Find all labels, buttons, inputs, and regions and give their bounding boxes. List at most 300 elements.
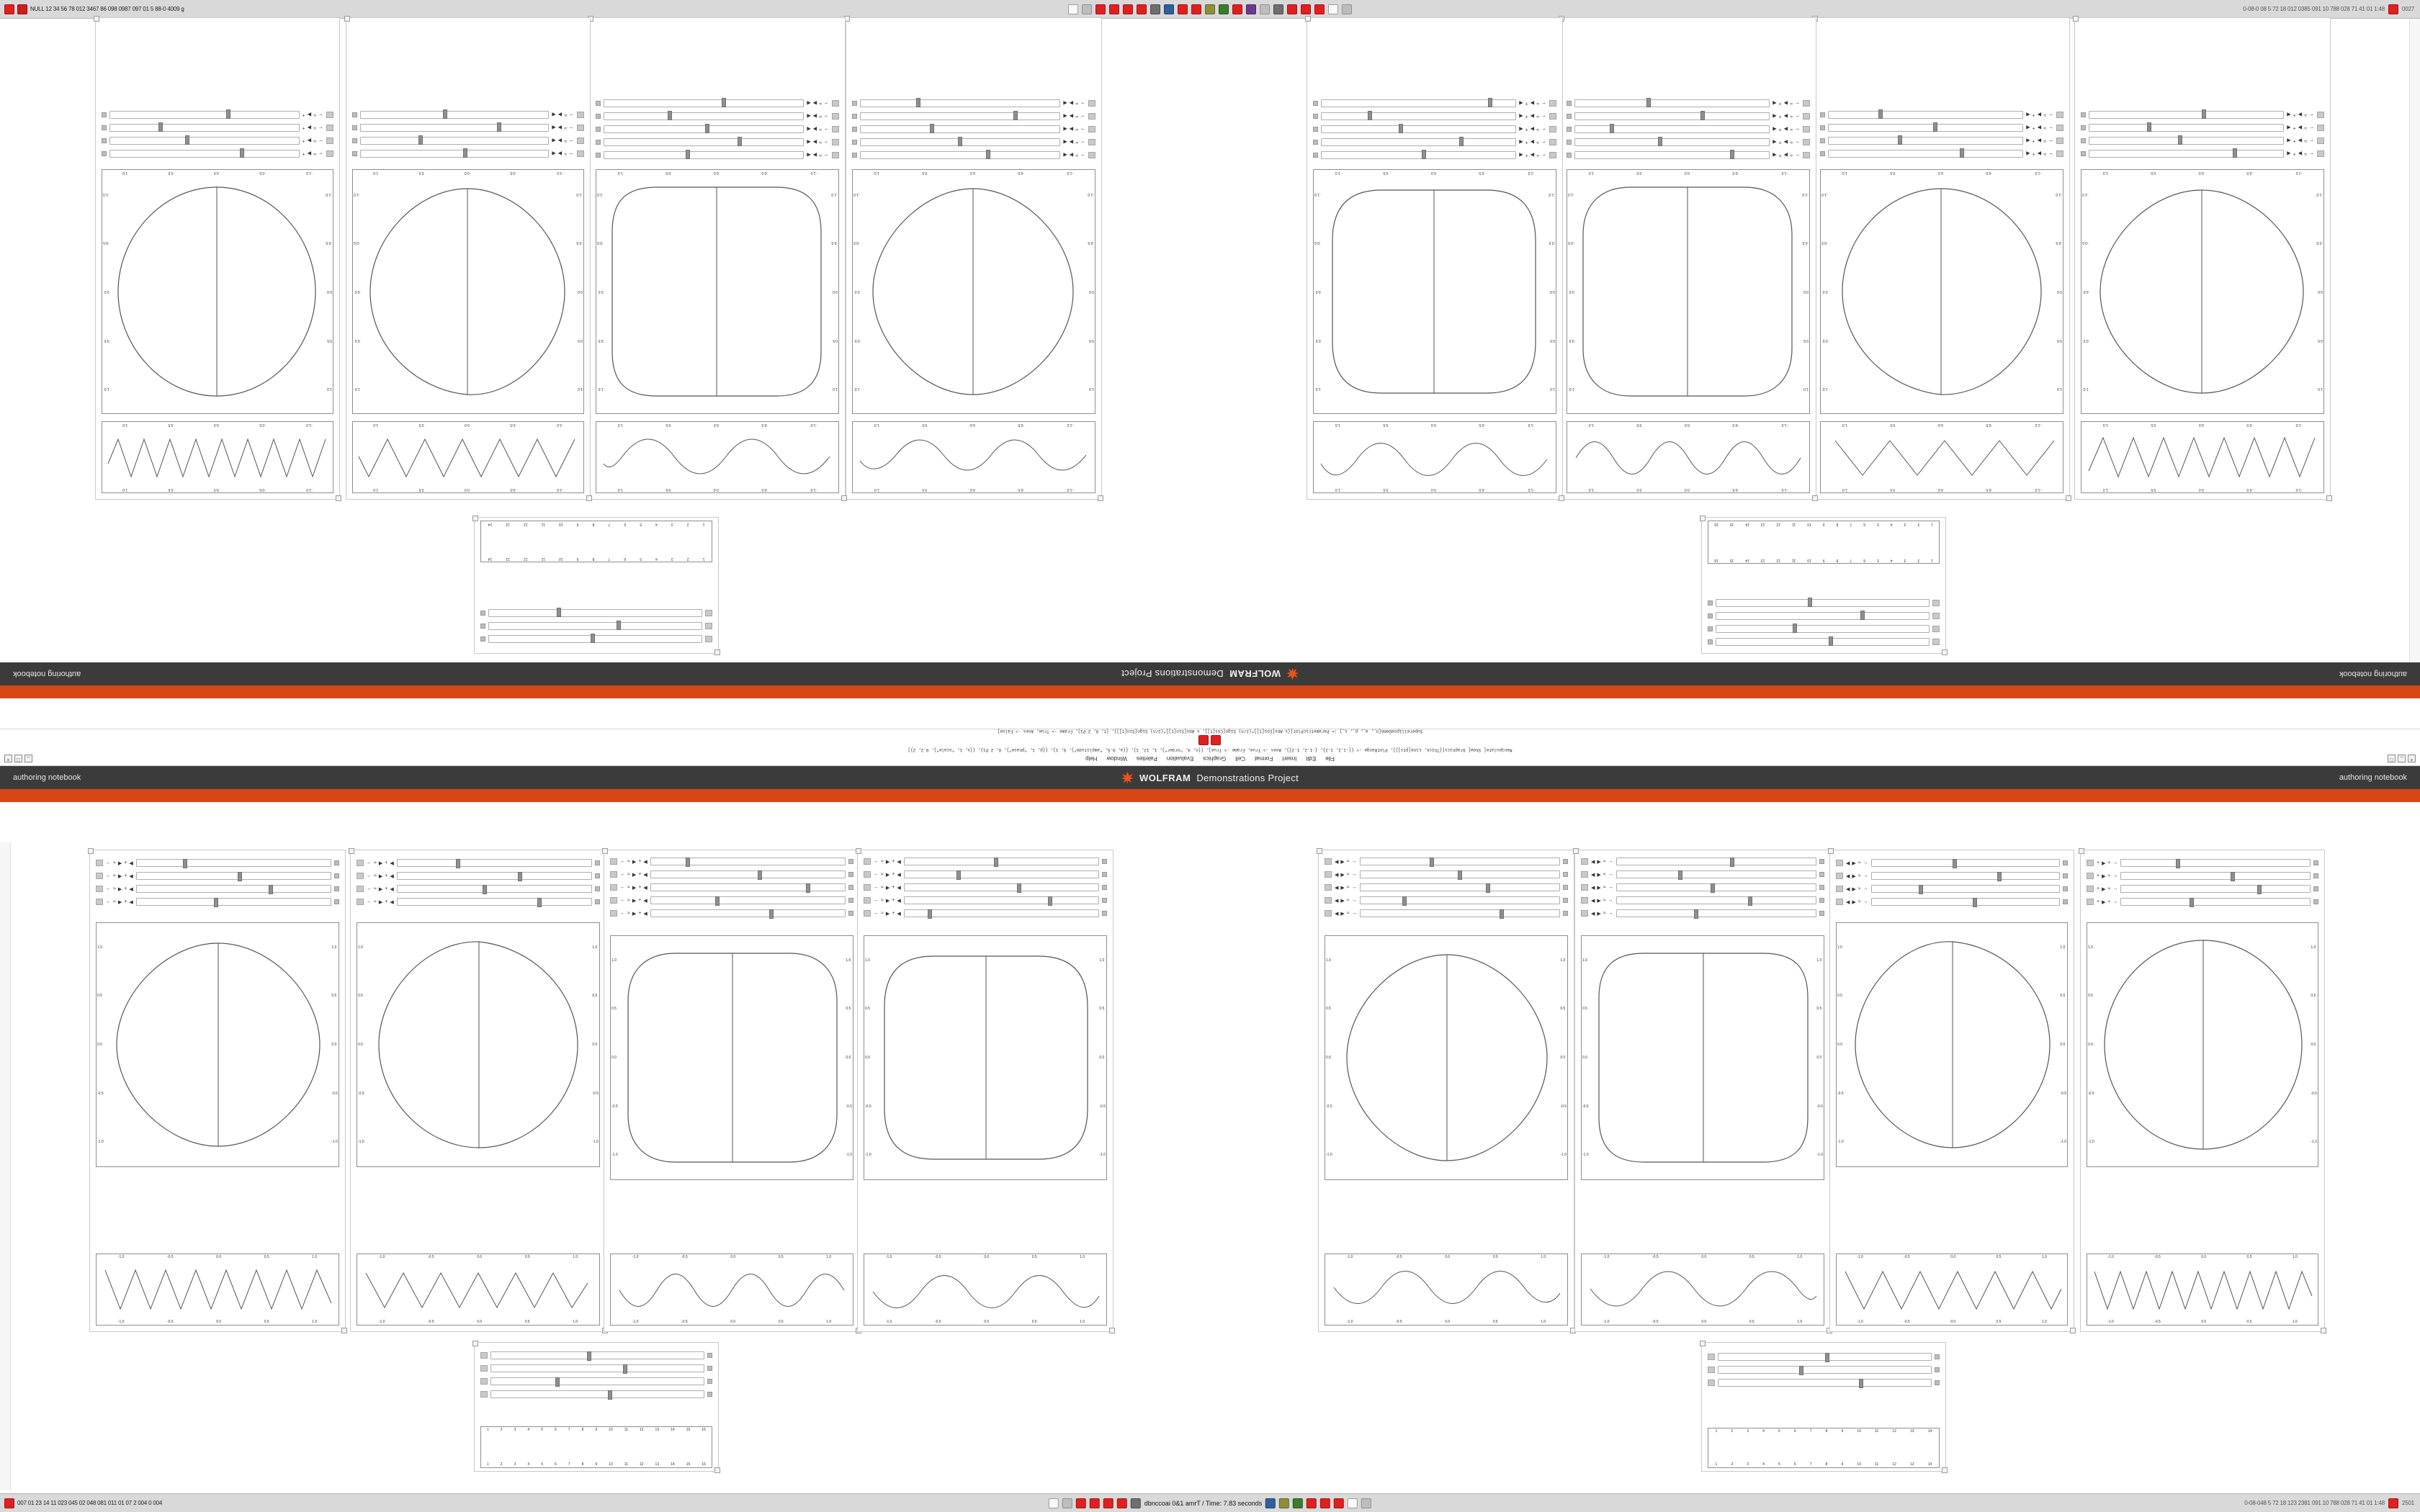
demo-card-15[interactable]	[1829, 850, 2074, 1332]
slider-row[interactable]	[480, 1390, 712, 1398]
demo-card-11[interactable]	[604, 850, 860, 1332]
animation-controls[interactable]	[807, 153, 829, 158]
plus-icon[interactable]: +	[2032, 151, 2035, 156]
animation-controls[interactable]	[620, 898, 647, 904]
step-right-icon[interactable]: →	[1863, 860, 1868, 865]
slider-track[interactable]	[2089, 150, 2284, 158]
reset-icon[interactable]: ≈	[1603, 911, 1606, 916]
slider-track[interactable]	[2120, 898, 2311, 906]
back-icon[interactable]: ◀	[129, 873, 133, 879]
back-icon[interactable]: ◀	[552, 125, 556, 130]
slider-thumb[interactable]	[518, 872, 522, 881]
step-right-icon[interactable]: →	[1608, 885, 1613, 890]
slider-thumb[interactable]	[1017, 883, 1021, 893]
slider-thumb[interactable]	[1878, 109, 1883, 119]
play-icon[interactable]: ▶	[885, 872, 890, 878]
animation-controls[interactable]	[1846, 860, 1868, 866]
step-left-icon[interactable]: ←	[318, 125, 323, 130]
demo-card-16[interactable]	[2080, 850, 2325, 1332]
slider-row[interactable]	[596, 125, 839, 133]
play-icon[interactable]: ▶	[1340, 872, 1345, 878]
plus-icon[interactable]: +	[1525, 114, 1528, 119]
slider-thumb[interactable]	[2231, 872, 2235, 881]
animation-controls[interactable]	[106, 860, 133, 866]
animation-controls[interactable]	[2097, 860, 2118, 866]
reset-icon[interactable]: ≈	[113, 886, 116, 891]
back-icon[interactable]: ◀	[552, 138, 556, 143]
step-right-icon[interactable]: →	[2112, 899, 2118, 904]
slider-track[interactable]	[2120, 859, 2311, 867]
menu-item-palettes[interactable]: Palettes	[1136, 755, 1157, 762]
step-left-icon[interactable]: ←	[620, 898, 625, 903]
slider-track[interactable]	[397, 859, 592, 867]
back-icon[interactable]: ◀	[2026, 112, 2030, 117]
play-icon[interactable]: ▶	[885, 859, 890, 865]
slider-thumb[interactable]	[2233, 148, 2237, 158]
step-left-icon[interactable]: ←	[2309, 112, 2314, 117]
slider-thumb[interactable]	[557, 608, 561, 617]
slider-thumb[interactable]	[928, 909, 932, 919]
demo-card-2[interactable]	[1814, 17, 2070, 500]
reset-icon[interactable]: ≈	[374, 860, 377, 865]
red-app-icon-17[interactable]	[1090, 1498, 1100, 1508]
slider-thumb[interactable]	[555, 1377, 560, 1387]
step-left-icon[interactable]: ←	[367, 860, 372, 865]
slider-track[interactable]	[1828, 137, 2023, 145]
slider-row[interactable]	[1836, 872, 2068, 880]
step-right-icon[interactable]: →	[569, 138, 574, 143]
play-icon[interactable]: ▶	[1597, 898, 1601, 904]
slider-row[interactable]	[352, 124, 584, 132]
slider-track[interactable]	[136, 885, 331, 893]
animation-controls[interactable]	[1063, 114, 1085, 120]
demo-card-6[interactable]	[589, 17, 846, 500]
reset-icon[interactable]: ≈	[1075, 140, 1078, 145]
slider-track[interactable]	[360, 111, 549, 119]
step-left-icon[interactable]: ←	[1541, 114, 1546, 119]
slider-thumb[interactable]	[418, 135, 423, 145]
reset-icon[interactable]: ≈	[819, 140, 822, 145]
play-icon[interactable]: ▶	[1783, 152, 1788, 158]
resize-handle-icon[interactable]	[714, 1467, 720, 1473]
step-right-icon[interactable]: →	[824, 127, 829, 132]
back-icon[interactable]: ◀	[1063, 100, 1067, 106]
play-icon[interactable]: ▶	[812, 126, 817, 132]
slider-thumb[interactable]	[1748, 896, 1752, 906]
step-right-icon[interactable]: →	[824, 140, 829, 145]
reset-icon[interactable]: ≈	[564, 151, 567, 156]
step-left-icon[interactable]: ←	[106, 860, 111, 865]
resize-handle-icon[interactable]	[472, 516, 478, 521]
slider-row[interactable]	[1820, 137, 2063, 145]
slider-group[interactable]	[90, 856, 345, 909]
slider-track[interactable]	[2120, 885, 2311, 893]
step-right-icon[interactable]: →	[824, 153, 829, 158]
animation-controls[interactable]	[1063, 153, 1085, 158]
slider-row[interactable]	[2081, 111, 2324, 119]
slider-track[interactable]	[860, 112, 1060, 120]
back-icon[interactable]: ◀	[807, 152, 811, 158]
reset-icon[interactable]: ≈	[2107, 899, 2111, 904]
animation-controls[interactable]	[2097, 886, 2118, 892]
slider-thumb[interactable]	[1658, 137, 1662, 146]
step-right-icon[interactable]: →	[1080, 114, 1085, 119]
red-app-icon-2[interactable]	[17, 4, 27, 14]
slider-thumb[interactable]	[668, 111, 672, 120]
red-app-icon-16[interactable]	[1076, 1498, 1086, 1508]
play-icon[interactable]: ▶	[885, 911, 890, 917]
slider-track[interactable]	[1616, 896, 1816, 904]
slider-row[interactable]	[102, 137, 333, 145]
slider-row[interactable]	[852, 138, 1095, 146]
slider-track[interactable]	[1574, 125, 1770, 133]
slider-thumb[interactable]	[722, 98, 726, 107]
play-icon[interactable]: ▶	[812, 152, 817, 158]
reset-icon[interactable]: ≈	[2043, 151, 2046, 156]
resize-handle-icon[interactable]	[349, 848, 354, 854]
step-right-icon[interactable]: →	[1351, 885, 1357, 890]
plus-icon[interactable]: +	[124, 886, 127, 891]
step-left-icon[interactable]: ←	[620, 911, 625, 916]
plus-icon[interactable]: +	[1778, 153, 1782, 158]
reset-icon[interactable]: ≈	[113, 873, 116, 878]
back-icon[interactable]: ◀	[1773, 139, 1777, 145]
resize-handle-icon[interactable]	[1942, 649, 1948, 655]
slider-thumb[interactable]	[1829, 636, 1833, 646]
slider-thumb[interactable]	[686, 150, 690, 159]
slider-thumb[interactable]	[758, 870, 762, 880]
slider-thumb[interactable]	[715, 896, 720, 906]
resize-handle-icon[interactable]	[1942, 1467, 1948, 1473]
animation-controls[interactable]	[620, 911, 647, 917]
slider-row[interactable]	[596, 138, 839, 146]
red-app-icon-1[interactable]	[4, 4, 14, 14]
slider-row[interactable]	[480, 1364, 712, 1372]
plus-icon[interactable]: +	[302, 151, 305, 156]
back-icon[interactable]: ◀	[1335, 885, 1339, 891]
play-icon[interactable]: ▶	[378, 886, 383, 892]
step-left-icon[interactable]: ←	[318, 138, 323, 143]
slider-thumb[interactable]	[537, 898, 542, 907]
animation-controls[interactable]	[302, 125, 323, 131]
slider-track[interactable]	[1321, 151, 1516, 159]
slider-track[interactable]	[1716, 638, 1930, 646]
close-icon[interactable]: ×	[4, 755, 12, 762]
plus-icon[interactable]: +	[892, 911, 895, 916]
slider-track[interactable]	[904, 870, 1099, 878]
back-icon[interactable]: ◀	[1773, 152, 1777, 158]
step-left-icon[interactable]: ←	[2048, 112, 2053, 117]
plus-icon[interactable]: +	[892, 898, 895, 903]
reset-icon[interactable]: ≈	[313, 151, 316, 156]
slider-track[interactable]	[1574, 112, 1770, 120]
play-icon[interactable]: ▶	[1069, 126, 1074, 132]
plus-icon[interactable]: +	[2097, 886, 2100, 891]
slider-thumb[interactable]	[1646, 98, 1651, 107]
play-icon[interactable]: ▶	[1597, 911, 1601, 917]
demo-card-3[interactable]	[1560, 17, 1816, 500]
slider-thumb[interactable]	[1933, 122, 1937, 132]
notebook-code-band[interactable]	[0, 729, 2420, 766]
red-app-icon-14[interactable]	[1199, 735, 1209, 745]
slider-track[interactable]	[1871, 872, 2060, 880]
slider-group[interactable]	[1830, 856, 2074, 909]
reset-icon[interactable]: ≈	[1075, 127, 1078, 132]
red-app-icon-7[interactable]	[1178, 4, 1188, 14]
slider-track[interactable]	[1360, 883, 1560, 891]
slider-group[interactable]	[1307, 96, 1562, 162]
play-icon[interactable]: ▶	[632, 911, 637, 917]
step-left-icon[interactable]: ←	[106, 886, 111, 891]
step-right-icon[interactable]: →	[824, 101, 829, 106]
slider-thumb[interactable]	[1730, 858, 1734, 867]
plus-icon[interactable]: +	[892, 859, 895, 864]
slider-row[interactable]	[102, 111, 333, 119]
slider-row[interactable]	[610, 858, 853, 865]
reset-icon[interactable]: ≈	[1075, 153, 1078, 158]
animation-controls[interactable]	[2097, 899, 2118, 905]
reset-icon[interactable]: ≈	[374, 886, 377, 891]
slider-row[interactable]	[1325, 896, 1568, 904]
animation-controls[interactable]	[302, 138, 323, 144]
bottom-system-bar[interactable]	[0, 1493, 2420, 1512]
slider-thumb[interactable]	[1459, 137, 1464, 146]
slider-track[interactable]	[136, 898, 331, 906]
animation-controls[interactable]	[807, 127, 829, 132]
slider-thumb[interactable]	[269, 885, 273, 894]
back-icon[interactable]: ◀	[2026, 125, 2030, 130]
play-icon[interactable]: ▶	[2102, 899, 2106, 905]
animation-controls[interactable]	[2026, 112, 2053, 118]
slider-row[interactable]	[610, 883, 853, 891]
slider-track[interactable]	[136, 859, 331, 867]
reset-icon[interactable]: ≈	[113, 860, 116, 865]
slider-track[interactable]	[604, 125, 804, 133]
plus-icon[interactable]: +	[385, 886, 388, 891]
step-left-icon[interactable]: ←	[1541, 153, 1546, 158]
reset-icon[interactable]: ≈	[2304, 112, 2307, 117]
step-left-icon[interactable]: ←	[106, 873, 111, 878]
step-right-icon[interactable]: →	[1608, 911, 1613, 916]
reset-icon[interactable]: ≈	[881, 898, 884, 903]
plus-icon[interactable]: +	[1525, 101, 1528, 106]
slider-thumb[interactable]	[1898, 135, 1902, 145]
slider-track[interactable]	[1574, 138, 1770, 146]
back-icon[interactable]: ◀	[390, 899, 394, 905]
slider-thumb[interactable]	[608, 1390, 612, 1400]
slider-track[interactable]	[490, 1390, 704, 1398]
step-left-icon[interactable]: ←	[2048, 125, 2053, 130]
slider-thumb[interactable]	[591, 634, 596, 643]
slider-group[interactable]	[475, 1349, 718, 1401]
step-left-icon[interactable]: ←	[1541, 127, 1546, 132]
back-icon[interactable]: ◀	[1846, 886, 1850, 892]
dark-app-icon-1[interactable]	[1150, 4, 1160, 14]
slider-row[interactable]	[480, 622, 712, 630]
plus-icon[interactable]: +	[2293, 112, 2296, 117]
demo-card-10[interactable]	[350, 850, 606, 1332]
gray-app-icon-2[interactable]	[1342, 4, 1352, 14]
animation-controls[interactable]	[2026, 138, 2053, 144]
slider-thumb[interactable]	[158, 122, 163, 132]
slider-group[interactable]	[346, 108, 590, 161]
slider-track[interactable]	[109, 124, 300, 132]
animation-controls[interactable]	[367, 886, 394, 892]
step-left-icon[interactable]: ←	[2309, 151, 2314, 156]
step-right-icon[interactable]: →	[1608, 872, 1613, 877]
reset-icon[interactable]: ≈	[1346, 885, 1350, 890]
slider-thumb[interactable]	[214, 898, 218, 907]
slider-row[interactable]	[1820, 124, 2063, 132]
play-icon[interactable]: ▶	[1783, 113, 1788, 119]
resize-handle-icon[interactable]	[336, 495, 341, 501]
terminal-icon[interactable]	[1082, 4, 1092, 14]
slider-thumb[interactable]	[2178, 135, 2182, 145]
play-icon[interactable]: ▶	[1530, 139, 1535, 145]
slider-thumb[interactable]	[705, 124, 709, 133]
play-icon[interactable]: ▶	[812, 100, 817, 106]
slider-row[interactable]	[1567, 125, 1810, 133]
plus-icon[interactable]: +	[638, 859, 642, 864]
animation-controls[interactable]	[552, 125, 574, 131]
back-icon[interactable]: ◀	[552, 150, 556, 156]
reset-icon[interactable]: ≈	[313, 112, 316, 117]
red-app-icon-8[interactable]	[1191, 4, 1201, 14]
slider-row[interactable]	[1708, 1379, 1940, 1387]
animation-controls[interactable]	[874, 911, 901, 917]
reset-icon[interactable]: ≈	[1790, 153, 1793, 158]
animation-controls[interactable]	[807, 101, 829, 107]
play-icon[interactable]: ▶	[1069, 152, 1074, 158]
play-icon[interactable]: ▶	[1597, 872, 1601, 878]
animation-controls[interactable]	[1519, 140, 1546, 145]
top-system-bar[interactable]	[0, 0, 2420, 19]
slider-thumb[interactable]	[1500, 909, 1504, 919]
slider-group[interactable]	[846, 96, 1101, 162]
reset-icon[interactable]: ≈	[1346, 911, 1350, 916]
slider-track[interactable]	[1321, 99, 1516, 107]
slider-track[interactable]	[604, 112, 804, 120]
step-right-icon[interactable]: →	[1080, 127, 1085, 132]
slider-track[interactable]	[904, 909, 1099, 917]
red-app-icon-12[interactable]	[1314, 4, 1325, 14]
animation-controls[interactable]	[302, 112, 323, 118]
slider-row[interactable]	[596, 112, 839, 120]
play-icon[interactable]: ▶	[378, 873, 383, 879]
play-icon[interactable]: ▶	[1340, 911, 1345, 917]
step-left-icon[interactable]: ←	[367, 886, 372, 891]
play-icon[interactable]: ▶	[2037, 150, 2042, 156]
play-icon[interactable]: ▶	[1530, 100, 1535, 106]
animation-controls[interactable]	[1335, 911, 1357, 917]
play-icon[interactable]: ▶	[307, 138, 312, 143]
slider-thumb[interactable]	[1861, 611, 1865, 620]
red-app-icon-3[interactable]	[1095, 4, 1106, 14]
slider-track[interactable]	[604, 151, 804, 159]
slider-row[interactable]	[2081, 124, 2324, 132]
red-app-icon-11[interactable]	[1301, 4, 1311, 14]
step-right-icon[interactable]: →	[1351, 898, 1357, 903]
play-icon[interactable]: ▶	[2037, 138, 2042, 143]
slider-row[interactable]	[1325, 870, 1568, 878]
slider-thumb[interactable]	[1730, 150, 1734, 159]
slider-row[interactable]	[1567, 112, 1810, 120]
animation-controls[interactable]	[874, 898, 901, 904]
reset-icon[interactable]: ≈	[2304, 151, 2307, 156]
slider-row[interactable]	[96, 885, 339, 893]
slider-thumb[interactable]	[1859, 1379, 1863, 1388]
back-icon[interactable]: ◀	[807, 113, 811, 119]
animation-controls[interactable]	[874, 885, 901, 891]
back-icon[interactable]: ◀	[129, 899, 133, 905]
back-icon[interactable]: ◀	[1846, 899, 1850, 905]
slider-track[interactable]	[2120, 872, 2311, 880]
menu-item-graphics[interactable]: Graphics	[1203, 755, 1227, 762]
demo-card-5[interactable]	[846, 17, 1102, 500]
play-icon[interactable]: ▶	[2102, 860, 2106, 866]
slider-row[interactable]	[852, 151, 1095, 159]
slider-track[interactable]	[109, 137, 300, 145]
red-app-icon-15[interactable]	[4, 1498, 14, 1508]
menu-item-evaluation[interactable]: Evaluation	[1166, 755, 1194, 762]
slider-track[interactable]	[604, 138, 804, 146]
animation-controls[interactable]	[1063, 101, 1085, 107]
slider-thumb[interactable]	[1486, 883, 1490, 893]
slider-row[interactable]	[1325, 858, 1568, 865]
back-icon[interactable]: ◀	[1773, 113, 1777, 119]
slider-panel-right-2[interactable]	[1701, 1342, 1946, 1472]
reset-icon[interactable]: ≈	[627, 859, 630, 864]
slider-track[interactable]	[1828, 111, 2023, 119]
plus-icon[interactable]: +	[385, 873, 388, 878]
resize-handle-icon[interactable]	[2326, 495, 2332, 501]
slider-row[interactable]	[352, 137, 584, 145]
inline-icon-row[interactable]	[0, 735, 2420, 745]
slider-row[interactable]	[1313, 125, 1556, 133]
red-app-icon-19[interactable]	[1117, 1498, 1127, 1508]
back-icon[interactable]: ◀	[897, 898, 901, 904]
play-icon[interactable]: ▶	[557, 125, 563, 130]
play-icon[interactable]: ▶	[2037, 112, 2042, 117]
play-icon[interactable]: ▶	[632, 898, 637, 904]
slider-row[interactable]	[2087, 885, 2318, 893]
slider-track[interactable]	[109, 150, 300, 158]
slider-thumb[interactable]	[986, 150, 990, 159]
resize-handle-icon[interactable]	[2066, 495, 2071, 501]
slider-thumb[interactable]	[1953, 859, 1957, 868]
slider-row[interactable]	[357, 885, 600, 893]
demo-card-4[interactable]	[1307, 17, 1563, 500]
resize-handle-icon[interactable]	[1812, 495, 1818, 501]
plus-icon[interactable]: +	[638, 872, 642, 877]
slider-thumb[interactable]	[1793, 624, 1797, 633]
slider-track[interactable]	[360, 124, 549, 132]
step-left-icon[interactable]: ←	[620, 872, 625, 877]
back-icon[interactable]: ◀	[643, 885, 647, 891]
slider-thumb[interactable]	[185, 135, 189, 145]
back-icon[interactable]: ◀	[2287, 125, 2291, 130]
animation-controls[interactable]	[2097, 873, 2118, 879]
resize-handle-icon[interactable]	[1317, 848, 1322, 854]
plus-icon[interactable]: +	[1525, 140, 1528, 145]
step-left-icon[interactable]: ←	[1795, 127, 1800, 132]
red-app-icon-9[interactable]	[1232, 4, 1242, 14]
step-left-icon[interactable]: ←	[874, 872, 879, 877]
play-icon[interactable]: ▶	[1783, 139, 1788, 145]
back-icon[interactable]: ◀	[1335, 859, 1339, 865]
slider-group[interactable]	[1702, 1350, 1945, 1390]
slider-row[interactable]	[1325, 909, 1568, 917]
